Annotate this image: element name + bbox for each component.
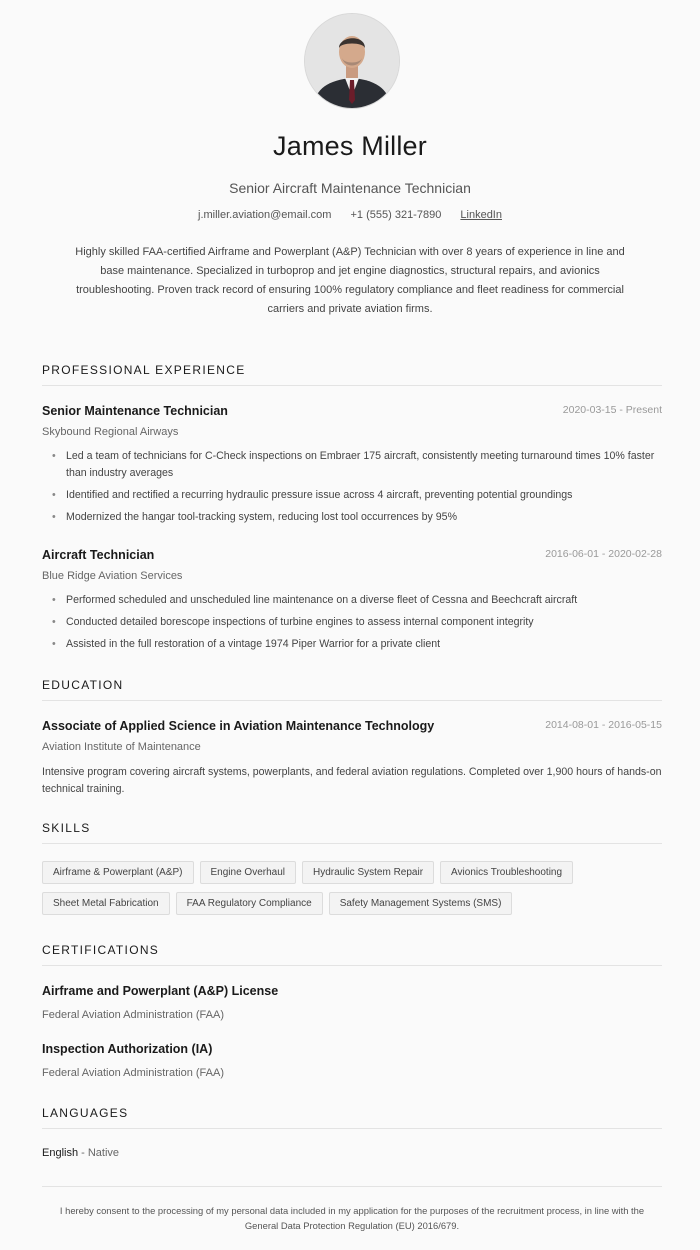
language-entry: [42, 1147, 119, 1159]
job-company: Blue Ridge Aviation Services: [42, 570, 183, 582]
profile-summary: Highly skilled FAA-certified Airframe and Powerplant (A&P) Technician with over 8 years of experience in line and base maintenance. Specialized in turboprop and jet engine diagnostics, structural repairs, and avionics troubleshooting. Proven track record of ensuring 100% regulatory compliance and fleet readiness for commercial carriers and private aviation firms.: [75, 246, 625, 315]
gdpr-consent: I hereby consent to the processing of my personal data included in my application for the purposes of the recruitment process, in line with the General Data Protection Regulation (EU) 2016/679.: [59, 1205, 645, 1231]
skill-tag: Engine Overhaul: [200, 861, 297, 884]
avatar: [305, 14, 399, 108]
phone-link[interactable]: +1 (555) 321-7890: [350, 209, 442, 221]
list-item: • Identified and rectified a recurring hydraulic pressure issue across 4 aircraft, preventing potential groundings: [52, 487, 662, 504]
footer-divider: [42, 1186, 662, 1187]
school-name: Aviation Institute of Maintenance: [42, 741, 201, 753]
certification-name: Inspection Authorization (IA): [42, 1042, 213, 1056]
language-name: English: [42, 1147, 79, 1159]
contact-line: [0, 209, 700, 221]
list-item: • Performed scheduled and unscheduled line maintenance on a diverse fleet of Cessna and Beechcraft aircraft: [52, 592, 662, 609]
list-item: • Assisted in the full restoration of a vintage 1974 Piper Warrior for a private client: [52, 636, 662, 653]
job-date: 2016-06-01 - 2020-02-28: [545, 548, 662, 560]
candidate-name: James Miller: [273, 131, 427, 161]
skill-tag: Airframe & Powerplant (A&P): [42, 861, 194, 884]
job-title: Senior Maintenance Technician: [42, 404, 228, 418]
education-heading: EDUCATION: [42, 678, 662, 701]
certification-issuer: Federal Aviation Administration (FAA): [42, 1009, 224, 1021]
job-title: Aircraft Technician: [42, 548, 155, 562]
skill-tag: FAA Regulatory Compliance: [176, 892, 323, 915]
certification-issuer: Federal Aviation Administration (FAA): [42, 1067, 224, 1079]
job-company: Skybound Regional Airways: [42, 426, 179, 438]
education-date: 2014-08-01 - 2016-05-15: [545, 719, 662, 731]
person-portrait-icon: [305, 14, 399, 108]
email-link[interactable]: j.miller.aviation@email.com: [198, 209, 332, 221]
skills-heading: SKILLS: [42, 821, 662, 844]
skill-tag: Hydraulic System Repair: [302, 861, 434, 884]
skill-tag: Sheet Metal Fabrication: [42, 892, 170, 915]
candidate-title: Senior Aircraft Maintenance Technician: [229, 180, 471, 196]
linkedin-link[interactable]: LinkedIn: [460, 209, 502, 221]
language-separator: -: [78, 1147, 88, 1159]
experience-heading: PROFESSIONAL EXPERIENCE: [42, 363, 662, 386]
skills-list: [42, 861, 662, 923]
languages-heading: LANGUAGES: [42, 1106, 662, 1129]
certification-name: Airframe and Powerplant (A&P) License: [42, 984, 279, 998]
skill-tag: Safety Management Systems (SMS): [329, 892, 513, 915]
list-item: • Modernized the hangar tool-tracking system, reducing lost tool occurrences by 95%: [52, 509, 662, 526]
education-description: Intensive program covering aircraft systems, powerplants, and federal aviation regulations. Completed over 1,900 hours of hands-on technical training.: [42, 766, 662, 795]
job-bullets: [52, 592, 662, 658]
skill-tag: Avionics Troubleshooting: [440, 861, 573, 884]
list-item: • Conducted detailed borescope inspections of turbine engines to assess internal component integrity: [52, 614, 662, 631]
certifications-heading: CERTIFICATIONS: [42, 943, 662, 966]
list-item: • Led a team of technicians for C-Check inspections on Embraer 175 aircraft, consistently meeting turnaround times 10% faster than industry averages: [52, 448, 662, 482]
language-level: Native: [87, 1147, 120, 1159]
degree-title: Associate of Applied Science in Aviation Maintenance Technology: [42, 719, 435, 733]
job-date: 2020-03-15 - Present: [562, 404, 662, 416]
job-bullets: [52, 448, 662, 531]
